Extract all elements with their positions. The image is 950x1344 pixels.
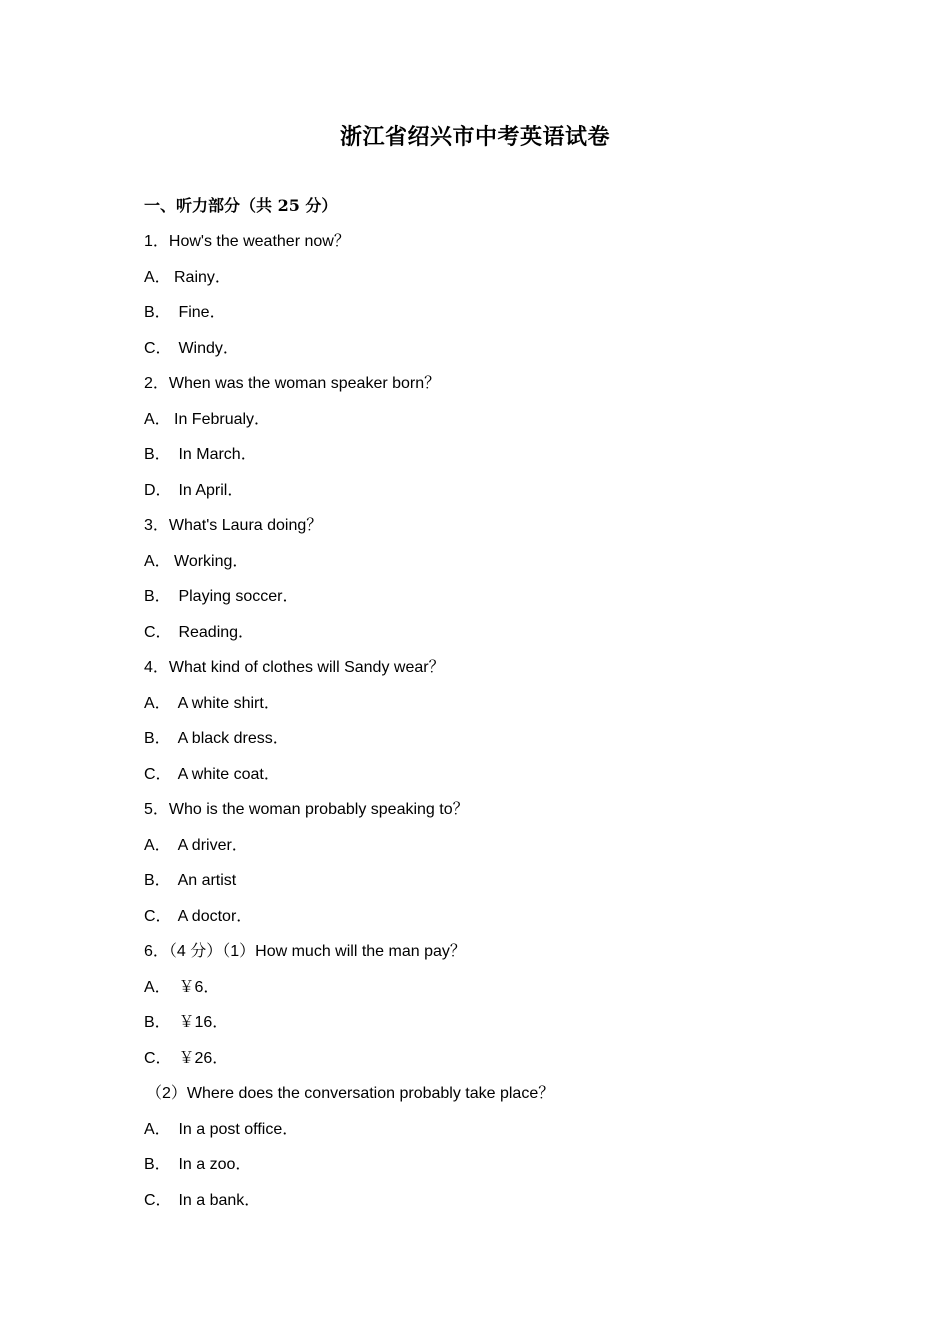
question-3-option-c xyxy=(144,619,844,655)
option-label: A． xyxy=(144,694,171,712)
option-label: A． xyxy=(144,1120,171,1138)
question-5 xyxy=(144,796,844,832)
option-label: C． xyxy=(144,907,172,925)
option-text: A doctor． xyxy=(174,907,253,925)
question-6-2-option-a xyxy=(144,1116,844,1152)
option-text: A black dress． xyxy=(174,730,289,747)
option-text: A white coat． xyxy=(174,765,280,783)
question-4-option-b xyxy=(144,725,844,761)
option-label: A． xyxy=(144,836,171,854)
question-5-option-b xyxy=(144,867,844,903)
question-1-option-c xyxy=(144,335,844,371)
option-label: B． xyxy=(144,730,171,747)
question-4 xyxy=(144,654,844,690)
question-1-option-b xyxy=(144,299,844,335)
subquestion-text: （2）Where does the conversation probably take place？ xyxy=(146,1085,555,1102)
option-text: In Februaly． xyxy=(174,410,271,428)
question-6-1-option-a xyxy=(144,974,844,1010)
option-label: C． xyxy=(144,765,172,783)
option-text: In a post office． xyxy=(174,1120,299,1138)
question-6 xyxy=(144,938,844,974)
question-6-2 xyxy=(144,1080,844,1116)
option-text: ￥26． xyxy=(174,1049,229,1067)
option-label: B． xyxy=(144,1014,171,1031)
question-3-option-a xyxy=(144,548,844,584)
option-text: In March． xyxy=(174,446,257,463)
option-text: ￥6． xyxy=(174,978,220,996)
question-6-2-option-b xyxy=(144,1151,844,1187)
option-text: ￥16． xyxy=(174,1014,229,1031)
option-label: A． xyxy=(144,410,171,428)
option-label: A． xyxy=(144,552,171,570)
option-text: Working． xyxy=(174,552,249,570)
option-label: C． xyxy=(144,623,172,641)
question-2-option-a xyxy=(144,406,844,442)
question-text: 6．（4 分）（1）How much will the man pay？ xyxy=(144,943,466,960)
option-text: A white shirt． xyxy=(174,694,280,712)
option-label: B． xyxy=(144,1156,171,1173)
option-label: A． xyxy=(144,268,171,286)
option-text: In April． xyxy=(174,481,244,499)
question-text: 1．How's the weather now？ xyxy=(144,233,350,250)
option-text: An artist xyxy=(174,872,237,889)
option-label: C． xyxy=(144,339,172,357)
question-1 xyxy=(144,228,844,264)
question-6-1-option-b xyxy=(144,1009,844,1045)
option-text: Reading． xyxy=(174,623,255,641)
option-text: Playing soccer． xyxy=(174,588,299,605)
question-2-option-d xyxy=(144,477,844,513)
option-text: In a bank． xyxy=(174,1191,261,1209)
page-title: 浙江省绍兴市中考英语试卷 xyxy=(339,124,610,150)
option-label: B． xyxy=(144,588,171,605)
question-6-2-option-c xyxy=(144,1187,844,1223)
section-heading: 一、听力部分（共 25 分） xyxy=(144,196,338,215)
option-label: C． xyxy=(144,1049,172,1067)
question-6-1-option-c xyxy=(144,1045,844,1081)
option-label: C． xyxy=(144,1191,172,1209)
question-5-option-a xyxy=(144,832,844,868)
question-4-option-a xyxy=(144,690,844,726)
question-2 xyxy=(144,370,844,406)
question-text: 3．What's Laura doing？ xyxy=(144,517,323,534)
question-4-option-c xyxy=(144,761,844,797)
question-3 xyxy=(144,512,844,548)
option-label: B． xyxy=(144,872,171,889)
option-label: D． xyxy=(144,481,172,499)
option-text: Windy． xyxy=(174,339,239,357)
option-text: Rainy． xyxy=(174,268,231,286)
option-label: B． xyxy=(144,446,171,463)
option-label: B． xyxy=(144,304,171,321)
option-label: A． xyxy=(144,978,171,996)
question-text: 4．What kind of clothes will Sandy wear？ xyxy=(144,659,445,676)
question-text: 2．When was the woman speaker born？ xyxy=(144,375,441,392)
option-text: In a zoo． xyxy=(174,1156,252,1173)
question-3-option-b xyxy=(144,583,844,619)
option-text: Fine． xyxy=(174,304,226,321)
question-text: 5．Who is the woman probably speaking to？ xyxy=(144,801,469,818)
question-2-option-b xyxy=(144,441,844,477)
option-text: A driver． xyxy=(174,836,248,854)
question-list xyxy=(144,228,844,1222)
question-5-option-c xyxy=(144,903,844,939)
question-1-option-a xyxy=(144,264,844,300)
